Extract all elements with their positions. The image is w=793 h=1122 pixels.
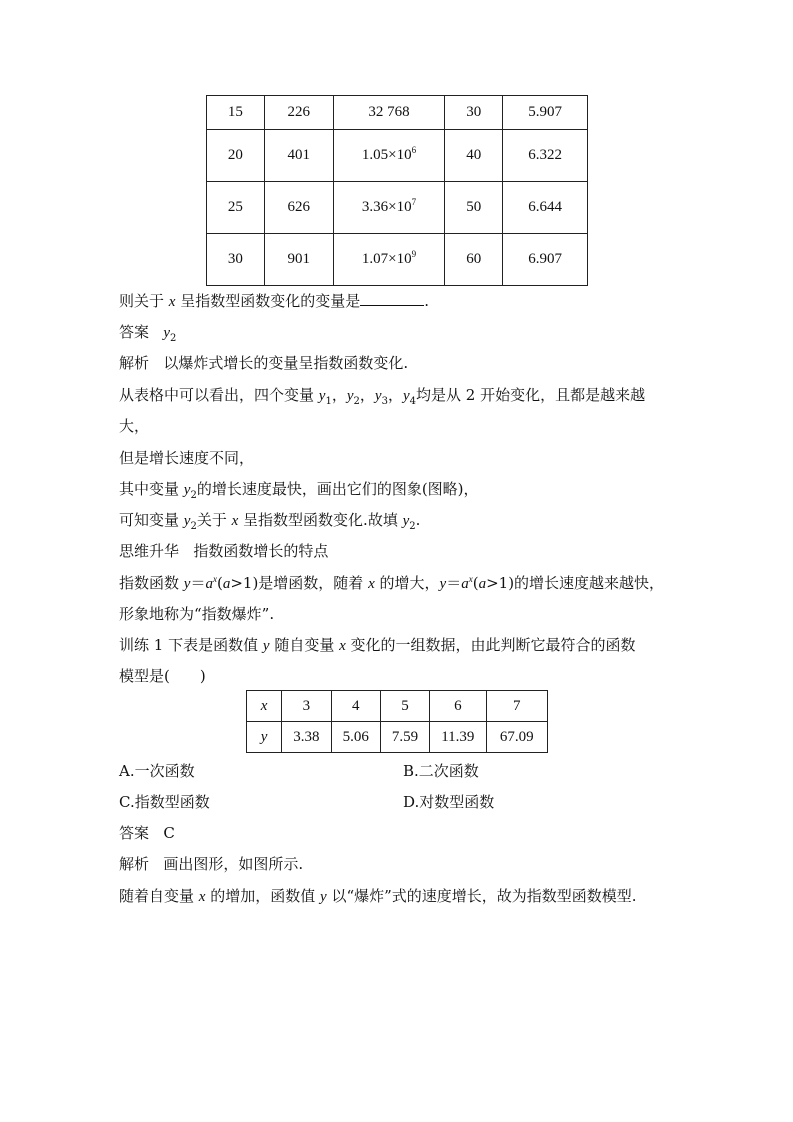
analysis-line (119, 447, 679, 469)
text: ＝ (446, 574, 462, 592)
text: . (415, 511, 421, 529)
table-cell: 5.907 (503, 96, 588, 130)
text: 以“爆炸”式的速度增长，故为指数型函数模型. (326, 887, 637, 905)
table-cell (333, 130, 445, 182)
cell-value: 1.07×10 (361, 251, 412, 267)
table-cell: 40 (445, 130, 503, 182)
var-y: y (183, 482, 191, 498)
analysis-label: 解析 (119, 354, 150, 372)
var-x: x (231, 513, 239, 529)
text: 以爆炸式增长的变量呈指数函数变化. (163, 354, 409, 372)
var-a: a (205, 576, 213, 592)
table-row (247, 722, 548, 753)
data-table-top (206, 95, 588, 286)
text: 则关于 (119, 292, 169, 310)
table-cell: 4 (331, 691, 380, 722)
text: 的增长速度越来越快， (514, 574, 665, 592)
var-a: a (478, 576, 487, 592)
table-cell: 7.59 (380, 722, 429, 753)
data-table-training (246, 690, 548, 753)
var-y: y (402, 513, 410, 529)
text: 的增加，函数值 (205, 887, 320, 905)
text: 随着自变量 (119, 887, 199, 905)
insight-title: 指数函数增长的特点 (193, 542, 329, 560)
answer-label: 答案 (119, 323, 150, 341)
table-cell: 15 (207, 96, 265, 130)
text: ， (387, 386, 403, 404)
text: . (424, 292, 430, 310)
text: 均是从 2 开始变化，且都是越来越 (416, 386, 646, 404)
text: ( (216, 574, 223, 592)
var-y: y (346, 388, 354, 404)
table-cell: 67.09 (486, 722, 547, 753)
table-cell: 3 (282, 691, 331, 722)
subscript: 4 (409, 396, 417, 407)
table-cell: 11.39 (430, 722, 486, 753)
table-cell: 7 (486, 691, 547, 722)
text: >1) (230, 574, 259, 592)
text: 呈指数型函数变化.故填 (238, 511, 403, 529)
text: ( (472, 574, 479, 592)
table-cell: 226 (264, 96, 333, 130)
analysis-line (119, 853, 679, 875)
table-cell: 5 (380, 691, 429, 722)
exponent: 6 (411, 145, 417, 155)
insight-line (119, 572, 679, 595)
var-x: x (368, 576, 375, 592)
subscript: 2 (190, 521, 197, 532)
table-cell: 6 (430, 691, 486, 722)
table-cell (333, 182, 445, 234)
question-line (119, 290, 679, 313)
option-c: C.指数型函数 (119, 793, 210, 811)
text: ＝ (190, 574, 206, 592)
var-x: x (339, 638, 346, 654)
text: 呈指数型函数变化的变量是 (175, 292, 361, 310)
var-y: y (320, 889, 327, 905)
analysis-line (119, 415, 679, 437)
text: 是增函数，随着 (258, 574, 369, 592)
table-row (207, 234, 588, 286)
exponent: 7 (411, 197, 417, 207)
text: 下表是函数值 (168, 636, 263, 654)
var-a: a (222, 576, 231, 592)
insight-heading (119, 540, 679, 562)
text: 可知变量 (119, 511, 184, 529)
text: ， (359, 386, 375, 404)
subscript: 1 (325, 396, 332, 407)
text: 变化的一组数据，由此判断它最符合的函数 (345, 636, 636, 654)
table-cell: 50 (445, 182, 503, 234)
option-d: D.对数型函数 (403, 793, 495, 811)
text: 随自变量 (269, 636, 340, 654)
var-x: x (198, 889, 206, 905)
cell-value: 3.36×10 (361, 199, 412, 215)
text: 的增大， (374, 574, 440, 592)
analysis-line (119, 478, 679, 501)
var-y: y (262, 638, 270, 654)
answer-value: C (163, 824, 175, 842)
answer-line (119, 822, 679, 844)
answer-blank (360, 291, 424, 306)
subscript: 2 (170, 333, 177, 344)
analysis-line (119, 352, 679, 374)
subscript: 2 (190, 490, 197, 501)
training-line (119, 634, 679, 657)
analysis-line (119, 509, 679, 532)
table-cell: 901 (264, 234, 333, 286)
analysis-line (119, 384, 679, 407)
training-line (119, 665, 679, 687)
text: 大， (119, 417, 150, 435)
var-y: y (318, 388, 326, 404)
table-cell: 5.06 (331, 722, 380, 753)
table-cell: 30 (445, 96, 503, 130)
var-y: y (374, 388, 382, 404)
var-y: y (183, 513, 191, 529)
table-cell: 25 (207, 182, 265, 234)
text: 其中变量 (119, 480, 184, 498)
insight-label: 思维升华 (119, 542, 180, 560)
text: >1) (486, 574, 515, 592)
table-cell: 6.907 (503, 234, 588, 286)
training-label: 训练 1 (119, 636, 164, 654)
var-x: x (168, 294, 176, 310)
answer-label: 答案 (119, 824, 150, 842)
option-a: A.一次函数 (119, 762, 195, 780)
table-cell: 6.322 (503, 130, 588, 182)
text: 但是增长速度不同， (119, 449, 255, 467)
text: 画出图形，如图所示. (163, 855, 304, 873)
var-y: y (163, 325, 170, 341)
exponent: 9 (411, 249, 417, 259)
table-cell: 30 (207, 234, 265, 286)
subscript: 3 (381, 396, 388, 407)
text: 指数函数 (119, 574, 184, 592)
analysis-label: 解析 (119, 855, 150, 873)
table-cell: 60 (445, 234, 503, 286)
table-row (207, 182, 588, 234)
exponent: x (212, 574, 217, 584)
table-cell: 3.38 (282, 722, 331, 753)
table-cell (333, 96, 445, 130)
option-b: B.二次函数 (403, 762, 479, 780)
table-row (207, 96, 588, 130)
var-y: y (183, 576, 191, 592)
table-cell: 626 (264, 182, 333, 234)
exponent: x (468, 574, 473, 584)
table-header-x: x (247, 691, 282, 722)
subscript: 2 (353, 396, 360, 407)
text: 模型是( ) (119, 667, 206, 685)
table-cell (333, 234, 445, 286)
cell-value: 1.05×10 (361, 147, 412, 163)
text: 关于 (196, 511, 232, 529)
analysis-line (119, 885, 679, 908)
text: 从表格中可以看出，四个变量 (119, 386, 319, 404)
answer-line (119, 321, 679, 344)
text: 形象地称为“指数爆炸”. (119, 605, 275, 623)
subscript: 2 (409, 521, 416, 532)
var-a: a (461, 576, 469, 592)
var-y: y (439, 576, 447, 592)
text: 的增长速度最快，画出它们的图象(图略)， (196, 480, 479, 498)
insight-line (119, 603, 679, 625)
var-y: y (402, 388, 410, 404)
table-row (207, 130, 588, 182)
cell-value: 32 768 (368, 104, 410, 120)
table-cell: 401 (264, 130, 333, 182)
table-cell: 6.644 (503, 182, 588, 234)
text: ， (331, 386, 347, 404)
table-header-y: y (247, 722, 282, 753)
table-cell: 20 (207, 130, 265, 182)
table-row (247, 691, 548, 722)
